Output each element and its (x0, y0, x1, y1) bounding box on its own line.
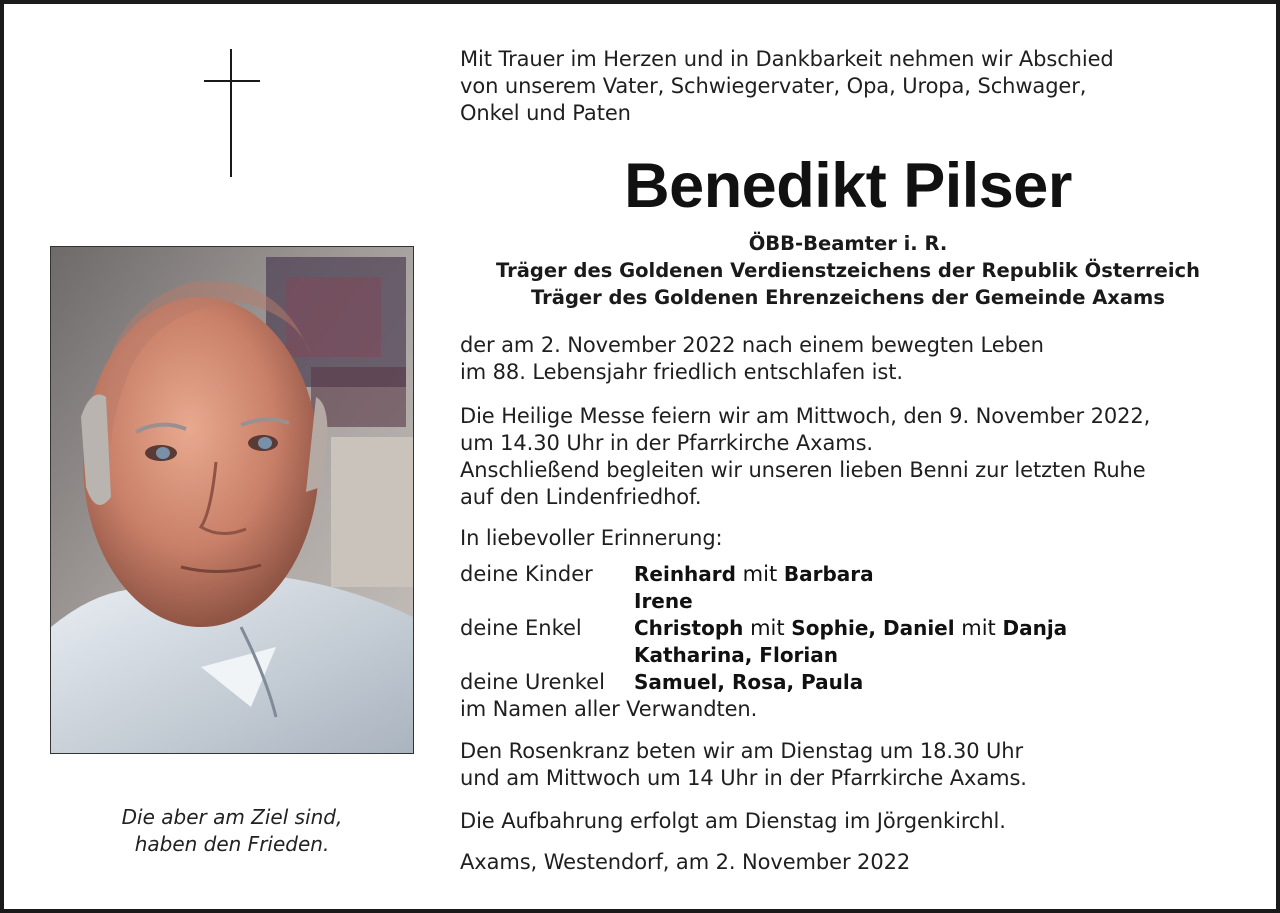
rosary-line: und am Mittwoch um 14 Uhr in der Pfarrkirche Axams. (460, 766, 1027, 790)
mass-details (460, 403, 1150, 511)
grandchildren-names (634, 615, 1067, 642)
intro-text (460, 46, 1114, 127)
grandchildren-label: deine Enkel (460, 616, 582, 640)
children-names (634, 561, 874, 588)
death-notice-text (460, 332, 1044, 386)
intro-line: Onkel und Paten (460, 101, 631, 125)
title-line: ÖBB-Beamter i. R. (748, 232, 948, 255)
death-line: im 88. Lebensjahr friedlich entschlafen ist. (460, 360, 903, 384)
title-line: Träger des Goldenen Ehrenzeichens der Gemeinde Axams (531, 286, 1165, 309)
intro-line: Mit Trauer im Herzen und in Dankbarkeit nehmen wir Abschied (460, 47, 1114, 71)
grandchild-name: Katharina, Florian (634, 643, 839, 667)
cross-icon (204, 49, 260, 177)
child-name: Irene (634, 589, 693, 613)
portrait-illustration (51, 247, 413, 753)
family-row-children (460, 561, 1067, 588)
greatgrandchildren-label: deine Urenkel (460, 670, 605, 694)
mass-line: um 14.30 Uhr in der Pfarrkirche Axams. (460, 431, 873, 455)
conjunction: mit (743, 616, 792, 640)
title-line: Träger des Goldenen Verdienstzeichens der Republik Österreich (496, 259, 1200, 282)
family-row-greatgrandchildren (460, 669, 1067, 696)
honorary-titles (460, 230, 1236, 311)
death-line: der am 2. November 2022 nach einem bewegten Leben (460, 333, 1044, 357)
mass-line: Die Heilige Messe feiern wir am Mittwoch, den 9. November 2022, (460, 404, 1151, 428)
greatgrandchild-names: Samuel, Rosa, Paula (634, 670, 864, 694)
spouse-name: Barbara (783, 562, 874, 586)
grandchild-name: Christoph (634, 616, 744, 640)
place-date: Axams, Westendorf, am 2. November 2022 (460, 850, 911, 874)
family-row-grandchildren-2 (460, 642, 1067, 669)
partner-name: Danja (1002, 616, 1068, 640)
relatives-line: im Namen aller Verwandten. (460, 697, 758, 721)
rosary-line: Den Rosenkranz beten wir am Dienstag um 18.30 Uhr (460, 739, 1024, 763)
intro-line: von unserem Vater, Schwiegervater, Opa, Uropa, Schwager, (460, 74, 1087, 98)
quote-line: haben den Frieden. (134, 832, 330, 856)
memorial-quote (64, 804, 400, 858)
memory-heading: In liebevoller Erinnerung: (460, 526, 723, 550)
quote-line: Die aber am Ziel sind, (121, 805, 343, 829)
deceased-name: Benedikt Pilser (624, 151, 1072, 221)
grandchild-name: Sophie, Daniel (791, 616, 955, 640)
children-label: deine Kinder (460, 562, 593, 586)
family-list (460, 561, 1067, 696)
child-name: Reinhard (634, 562, 736, 586)
conjunction: mit (954, 616, 1003, 640)
rosary-details (460, 738, 1027, 792)
family-row-children-2 (460, 588, 1067, 615)
conjunction: mit (735, 562, 784, 586)
portrait-photo (50, 246, 414, 754)
mass-line: auf den Lindenfriedhof. (460, 485, 702, 509)
family-row-grandchildren (460, 615, 1067, 642)
mass-line: Anschließend begleiten wir unseren lieben Benni zur letzten Ruhe (460, 458, 1146, 482)
wake-details: Die Aufbahrung erfolgt am Dienstag im Jörgenkirchl. (460, 809, 1006, 833)
